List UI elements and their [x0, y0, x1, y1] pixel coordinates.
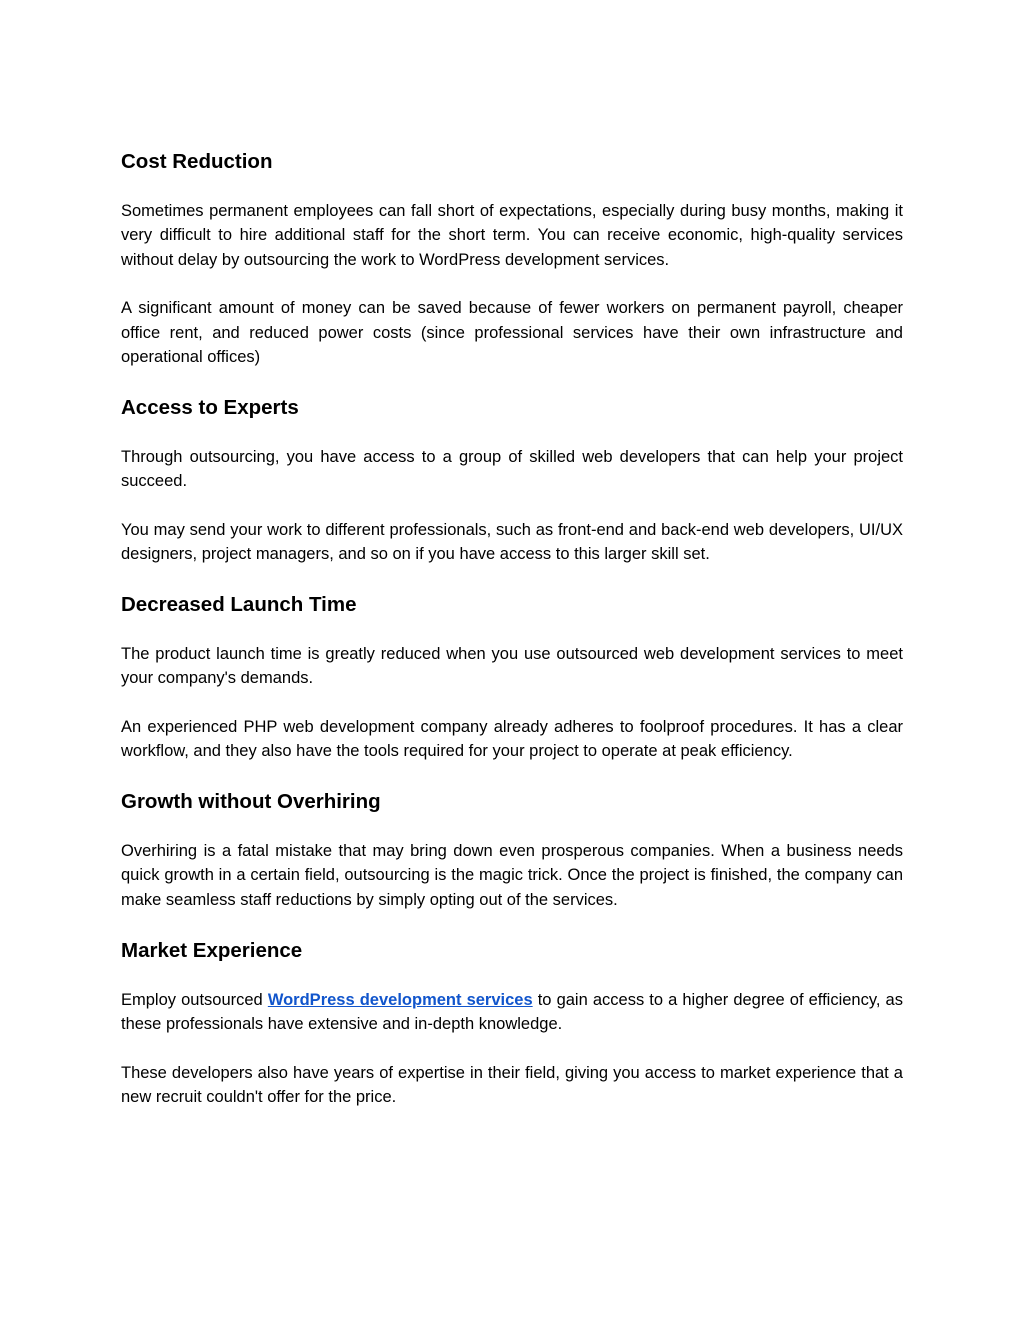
paragraph: Through outsourcing, you have access to a group of skilled web developers that can help your project succeed.	[121, 447, 903, 491]
section-heading: Decreased Launch Time	[121, 592, 357, 616]
section-cost-reduction	[121, 148, 903, 369]
paragraph-with-link	[121, 988, 903, 1037]
section-heading: Access to Experts	[121, 395, 299, 419]
section-heading: Cost Reduction	[121, 150, 273, 173]
paragraph: An experienced PHP web development company already adheres to foolproof procedures. It has a clear workflow, and they also have the tools required for your project to operate at peak efficiency.	[121, 718, 903, 761]
paragraph: You may send your work to different professionals, such as front-end and back-end web developers, UI/UX designers, project managers, and so on if you have access to this larger skill set.	[121, 520, 903, 564]
paragraph: These developers also have years of expertise in their field, giving you access to market experience that a new recruit couldn't offer for the price.	[121, 1063, 903, 1106]
paragraph: Overhiring is a fatal mistake that may bring down even prosperous companies. When a business needs quick growth in a certain field, outsourcing is the magic trick. Once the project is finished, the company can make seamless staff reductions by simply opting out of the services.	[121, 842, 903, 909]
wordpress-development-services-link[interactable]: WordPress development services	[267, 990, 533, 1009]
paragraph: The product launch time is greatly reduced when you use outsourced web development services to meet your company's demands.	[121, 644, 903, 688]
section-heading: Market Experience	[121, 938, 303, 962]
paragraph-text-after-link: to gain access to a higher degree of efficiency, as these professionals have extensive and in-depth knowledge.	[121, 990, 903, 1033]
paragraph: A significant amount of money can be saved because of fewer workers on permanent payroll, cheaper office rent, and reduced power costs (since professional services have their own infrastructure and operational offices)	[121, 299, 903, 366]
paragraph-text-before-link: Employ outsourced	[121, 990, 268, 1009]
section-market-experience	[121, 937, 903, 1110]
section-growth-without-overhiring	[121, 788, 903, 912]
paragraph: Sometimes permanent employees can fall short of expectations, especially during busy months, making it very difficult to hire additional staff for the short term. You can receive economic, high-quality services without delay by outsourcing the work to WordPress development services.	[121, 202, 903, 269]
section-access-to-experts	[121, 394, 903, 567]
section-decreased-launch-time	[121, 591, 903, 764]
section-heading: Growth without Overhiring	[121, 790, 381, 814]
